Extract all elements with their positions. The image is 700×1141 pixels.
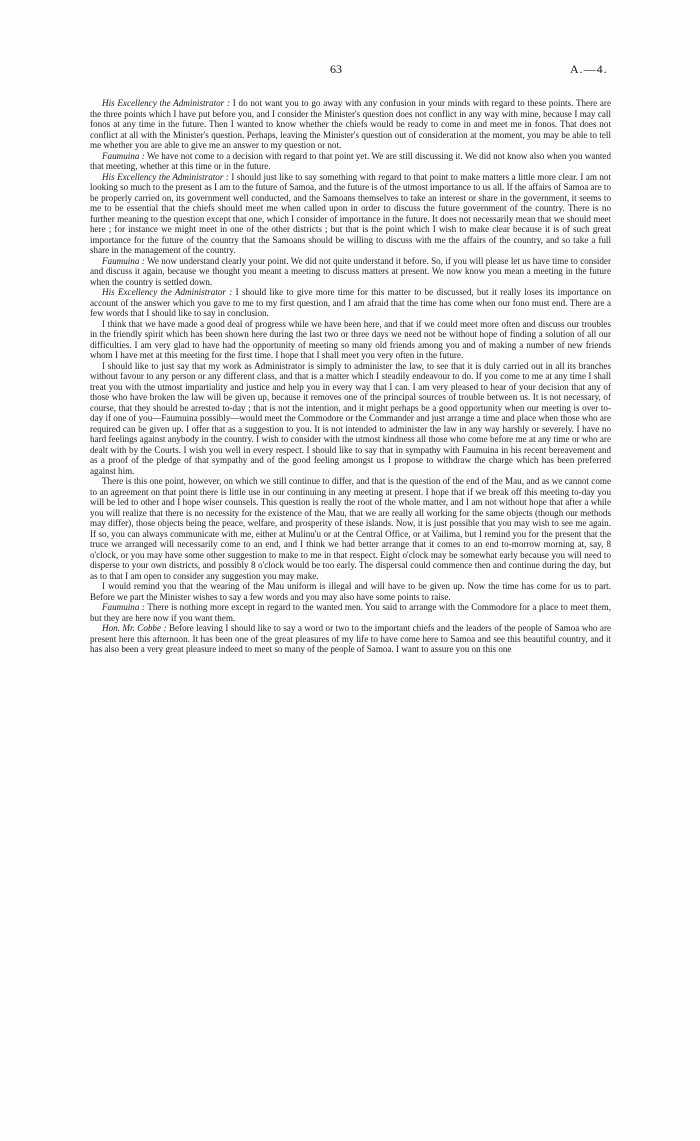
paragraph bbox=[90, 581, 611, 602]
paragraph bbox=[90, 361, 611, 477]
paragraph bbox=[90, 319, 611, 361]
page-number: 63 bbox=[330, 62, 342, 76]
page-header bbox=[0, 62, 700, 82]
speaker-label: His Excellency the Administrator : bbox=[102, 171, 229, 182]
speaker-label: Faumuina : bbox=[102, 150, 145, 161]
speaker-label: Faumuina : bbox=[102, 602, 145, 612]
paragraph bbox=[90, 476, 611, 581]
document-body bbox=[90, 98, 611, 655]
paragraph bbox=[90, 623, 611, 655]
speaker-label: His Excellency the Administrator : bbox=[102, 287, 233, 297]
paragraph-text: I do not want you to go away with any confusion in your minds with regard to these points. There are the three points which I have put before you, and I consider the Minister's question does not conflict in any way with mine, because I may call fonos at any time in the future. Then I wanted to know whether the chiefs would be ready to come in and meet me in fonos. That does not conflict at all with the Minister's question. Perhaps, leaving the Minister's question out of consideration at the moment, you may be able to tell me whether you are able to give me an answer to my question or not. bbox=[90, 98, 611, 150]
paragraph-text: We now understand clearly your point. We did not quite understand it before. So, if you will please let us have time to consider and discuss it again, because we thought you meant a meeting to discuss matters at present. We now know you mean a meeting in the future when the country is settled down. bbox=[90, 255, 611, 287]
paragraph-text: I would remind you that the wearing of the Mau uniform is illegal and will have to be given up. Now the time has come for us to part. Before we part the Minister wishes to say a few words and you may also have some points to raise. bbox=[90, 581, 611, 602]
paragraph-text: I think that we have made a good deal of progress while we have been here, and that if we could meet more often and discuss our troubles in the friendly spirit which has been shown here during the last two or three days we need not be without hope of finding a solution of all our difficulties. I am very glad to have had the opportunity of meeting so many old friends among you and of making a number of new friends whom I have met at this meeting for the first time. I hope that I shall meet you very often in the future. bbox=[90, 318, 611, 360]
speaker-label: Hon. Mr. Cobbe : bbox=[102, 623, 167, 633]
speaker-label: Faumuina : bbox=[102, 255, 145, 266]
paragraph-text: I should like to give more time for this matter to be discussed, but it really loses its importance on account of the answer which you gave to me to my first question, and I am afraid that the time has come when our fono must end. There are a few words that I should like to say in conclusion. bbox=[90, 287, 611, 318]
paragraph-text: I should like to just say that my work as Administrator is simply to administer the law, to see that it is duly carried out in all its branches without favour to any person or any different class, and that is a matter which I steadily endeavour to do. If you come to me at any time I shall treat you with the utmost impartiality and justice and help you in every way that I can. I am very pleased to hear of your decision that any of those who have broken the law will be given up, because it removes one of the principal sources of trouble between us. It is not necessary, of course, that they should be arrested to-day ; that is not the intention, and it might perhaps be a good opportunity when our meeting is over to-day if one of you—Faumuina possibly—would meet the Commodore or the Commander and just arrange a time and place when those who are required can be given up. I offer that as a suggestion to you. It is not intended to administer the law in any way harshly or severely. I have no hard feelings against anybody in the country. I wish to consider with the utmost kindness all those who come before me at any time or who are dealt with by the Courts. I wish you well in every respect. I should like to say that in sympathy with Faumuina in his recent bereavement and as a proof of the pledge of that sympathy and of the good feeling amongst us I propose to withdraw the charge which has been preferred against him. bbox=[90, 360, 611, 476]
document-reference: A.—4. bbox=[570, 62, 608, 76]
paragraph-text: There is this one point, however, on which we still continue to differ, and that is the question of the end of the Mau, and as we cannot come to an agreement on that point there is little use in our continuing in any meeting at present. I hope that if we break off this meeting to-day you will be led to other and I hope wiser counsels. This question is really the root of the whole matter, and I am not without hope that after a while you will realize that there is no necessity for the existence of the Mau, that we are really all working for the same objects (though our methods may differ), those objects being the peace, welfare, and prosperity of these islands. Now, it is just possible that you may wish to see me again. If so, you can always communicate with me, either at Mulinu'u or at the Central Office, or at Vailima, but I remind you for the present that the truce we arranged will necessarily come to an end, and I think we had better arrange that it comes to an end to-morrow morning at, say, 8 o'clock, or you may have some other suggestion to make to me in that respect. Eight o'clock may be somewhat early because you will need to disperse to your own districts, and possibly 8 o'clock would be too early. The dispersal could commence then and continue during the day, but as to that I am open to consider any suggestion you may make. bbox=[90, 476, 611, 581]
paragraph bbox=[90, 98, 611, 151]
paragraph bbox=[90, 172, 611, 256]
paragraph bbox=[90, 151, 611, 172]
paragraph-text: There is nothing more except in regard to the wanted men. You said to arrange with the Commodore for a place to meet them, but they are here now if you want them. bbox=[90, 602, 611, 623]
paragraph bbox=[90, 602, 611, 623]
paragraph bbox=[90, 287, 611, 319]
paragraph-text: We have not come to a decision with regard to that point yet. We are still discussing it. We did not know also when you wanted that meeting, whether at this time or in the future. bbox=[90, 150, 611, 171]
paragraph-text: I should just like to say something with regard to that point to make matters a little more clear. I am not looking so much to the present as I am to the future of Samoa, and the future is of the utmost importance to us all. If the affairs of Samoa are to be properly carried on, its government well conducted, and the Samoans themselves to take an interest or share in the government, it seems to me to be essential that the chiefs should meet me when called upon in order to discuss the future government of the country. There is no further meaning to the question except that one, which I consider of importance in the future. It does not necessarily mean that we should meet here ; for instance we might meet in one of the other districts ; but that is the point which I wish to make clear because it is of such great importance for the future of the country that the Samoans should be willing to discuss with me the affairs of the country, and so take a full share in the management of the country. bbox=[90, 171, 611, 255]
paragraph bbox=[90, 256, 611, 288]
paragraph-text: Before leaving I should like to say a word or two to the important chiefs and the leaders of the people of Samoa who are present here this afternoon. It has been one of the great pleasures of my life to have come here to Samoa and see this beautiful country, and it has also been a very great pleasure indeed to meet so many of the people of Samoa. I want to assure you on this one bbox=[90, 623, 612, 654]
speaker-label: His Excellency the Administrator : bbox=[102, 98, 230, 108]
